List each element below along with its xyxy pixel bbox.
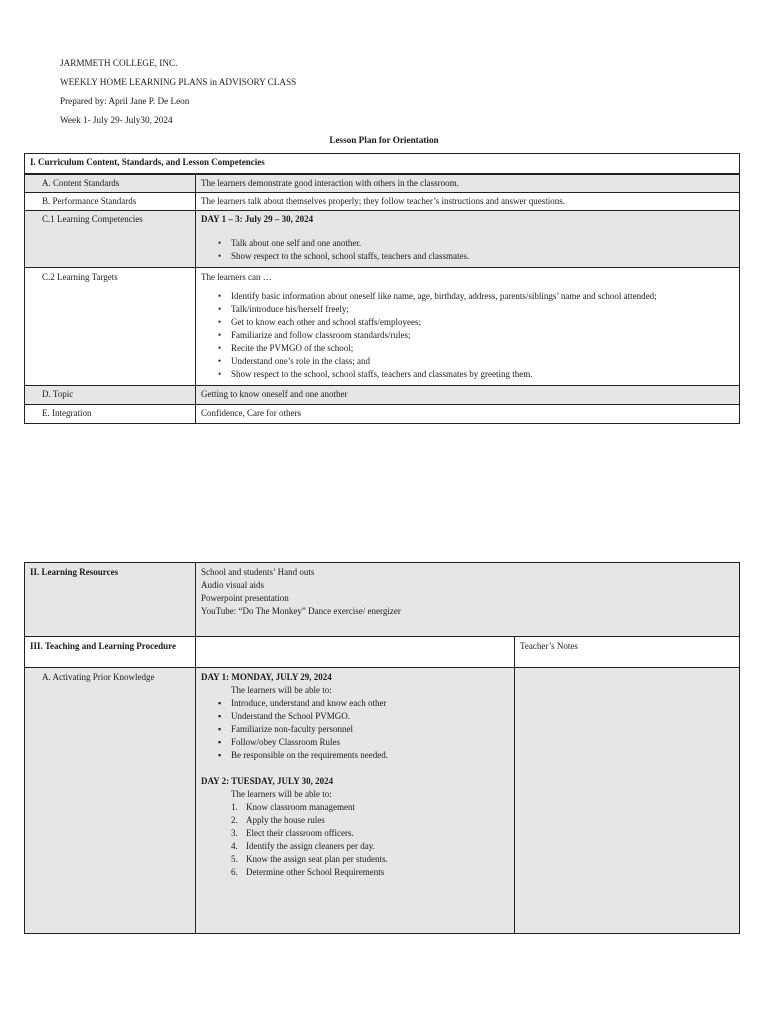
list-item: ▪ Familiarize non-faculty personnel [201,723,509,736]
targets-label: C.2 Learning Targets [25,268,196,386]
curriculum-table [24,153,740,424]
resource-item: YouTube: “Do The Monkey” Dance exercise/ energizer [201,606,401,616]
resource-item: Audio visual aids [201,580,264,590]
week-dates: Week 1- July 29- July30, 2024 [60,115,173,125]
procedure-blank-cell [196,637,515,668]
resource-item: School and students’ Hand outs [201,567,315,577]
resources-procedure-table [24,562,740,934]
day1-intro: The learners will be able to: [231,685,332,695]
content-standards-value: The learners demonstrate good interaction with others in the classroom. [196,174,740,193]
list-item: • Identify basic information about oneself like name, age, birthday, address, parents/siblings’ name and school attended; [201,290,734,303]
resource-item: Powerpoint presentation [201,593,289,603]
integration-value: Confidence, Care for others [196,405,740,424]
list-item: ▪ Introduce, understand and know each other [201,697,509,710]
list-item: 6. Determine other School Requirements [231,867,385,877]
teachers-notes-cell [515,668,740,934]
section1-heading: I. Curriculum Content, Standards, and Lesson Competencies [25,154,740,174]
day1-list [201,697,509,762]
list-item: 4. Identify the assign cleaners per day. [231,841,375,851]
resources-cell [196,563,740,637]
list-item: ▪ Be responsible on the requirements needed. [201,749,509,762]
list-item: • Talk about one self and one another. [201,237,734,250]
list-item: • Recite the PVMGO of the school; [201,342,734,355]
competencies-list [201,237,734,263]
list-item: 5. Know the assign seat plan per students. [231,854,388,864]
list-item: 3. Elect their classroom officers. [231,828,354,838]
competencies-day-heading: DAY 1 – 3: July 29 – 30, 2024 [201,214,314,224]
list-item: • Get to know each other and school staffs/employees; [201,316,734,329]
topic-value: Getting to know oneself and one another [196,386,740,405]
day2-list [201,801,509,879]
lesson-title: Lesson Plan for Orientation [329,135,439,145]
list-item: • Show respect to the school, school staffs, teachers and classmates. [201,250,734,263]
list-item: • Talk/introduce his/herself freely; [201,303,734,316]
activating-cell [196,668,515,934]
teachers-notes-heading: Teacher’s Notes [515,637,740,668]
list-item: 1. Know classroom management [231,802,355,812]
list-item: • Understand one’s role in the class; and [201,355,734,368]
plan-title: WEEKLY HOME LEARNING PLANS in ADVISORY CLASS [60,77,297,87]
performance-standards-label: B. Performance Standards [25,193,196,211]
list-item: ▪ Follow/obey Classroom Rules [201,736,509,749]
list-item: 2. Apply the house rules [231,815,325,825]
targets-intro: The learners can … [201,272,272,282]
competencies-label: C.1 Learning Competencies [25,211,196,268]
prepared-by: Prepared by: April Jane P. De Leon [60,96,190,106]
targets-cell [196,268,740,386]
list-item: • Familiarize and follow classroom standards/rules; [201,329,734,342]
list-item: ▪ Understand the School PVMGO. [201,710,509,723]
targets-list [201,290,734,381]
school-name: JARMMETH COLLEGE, INC. [60,58,178,68]
content-standards-label: A. Content Standards [25,174,196,193]
day2-heading: DAY 2: TUESDAY, JULY 30, 2024 [201,776,334,786]
integration-label: E. Integration [25,405,196,424]
competencies-cell [196,211,740,268]
list-item: • Show respect to the school, school staffs, teachers and classmates by greeting them. [201,368,734,381]
topic-label: D. Topic [25,386,196,405]
performance-standards-value: The learners talk about themselves properly; they follow teacher’s instructions and answer questions. [196,193,740,211]
activating-label: A. Activating Prior Knowledge [25,668,196,934]
procedure-heading: III. Teaching and Learning Procedure [25,637,196,668]
resources-heading: II. Learning Resources [25,563,196,637]
day1-heading: DAY 1: MONDAY, JULY 29, 2024 [201,672,332,682]
day2-intro: The learners will be able to: [231,789,332,799]
